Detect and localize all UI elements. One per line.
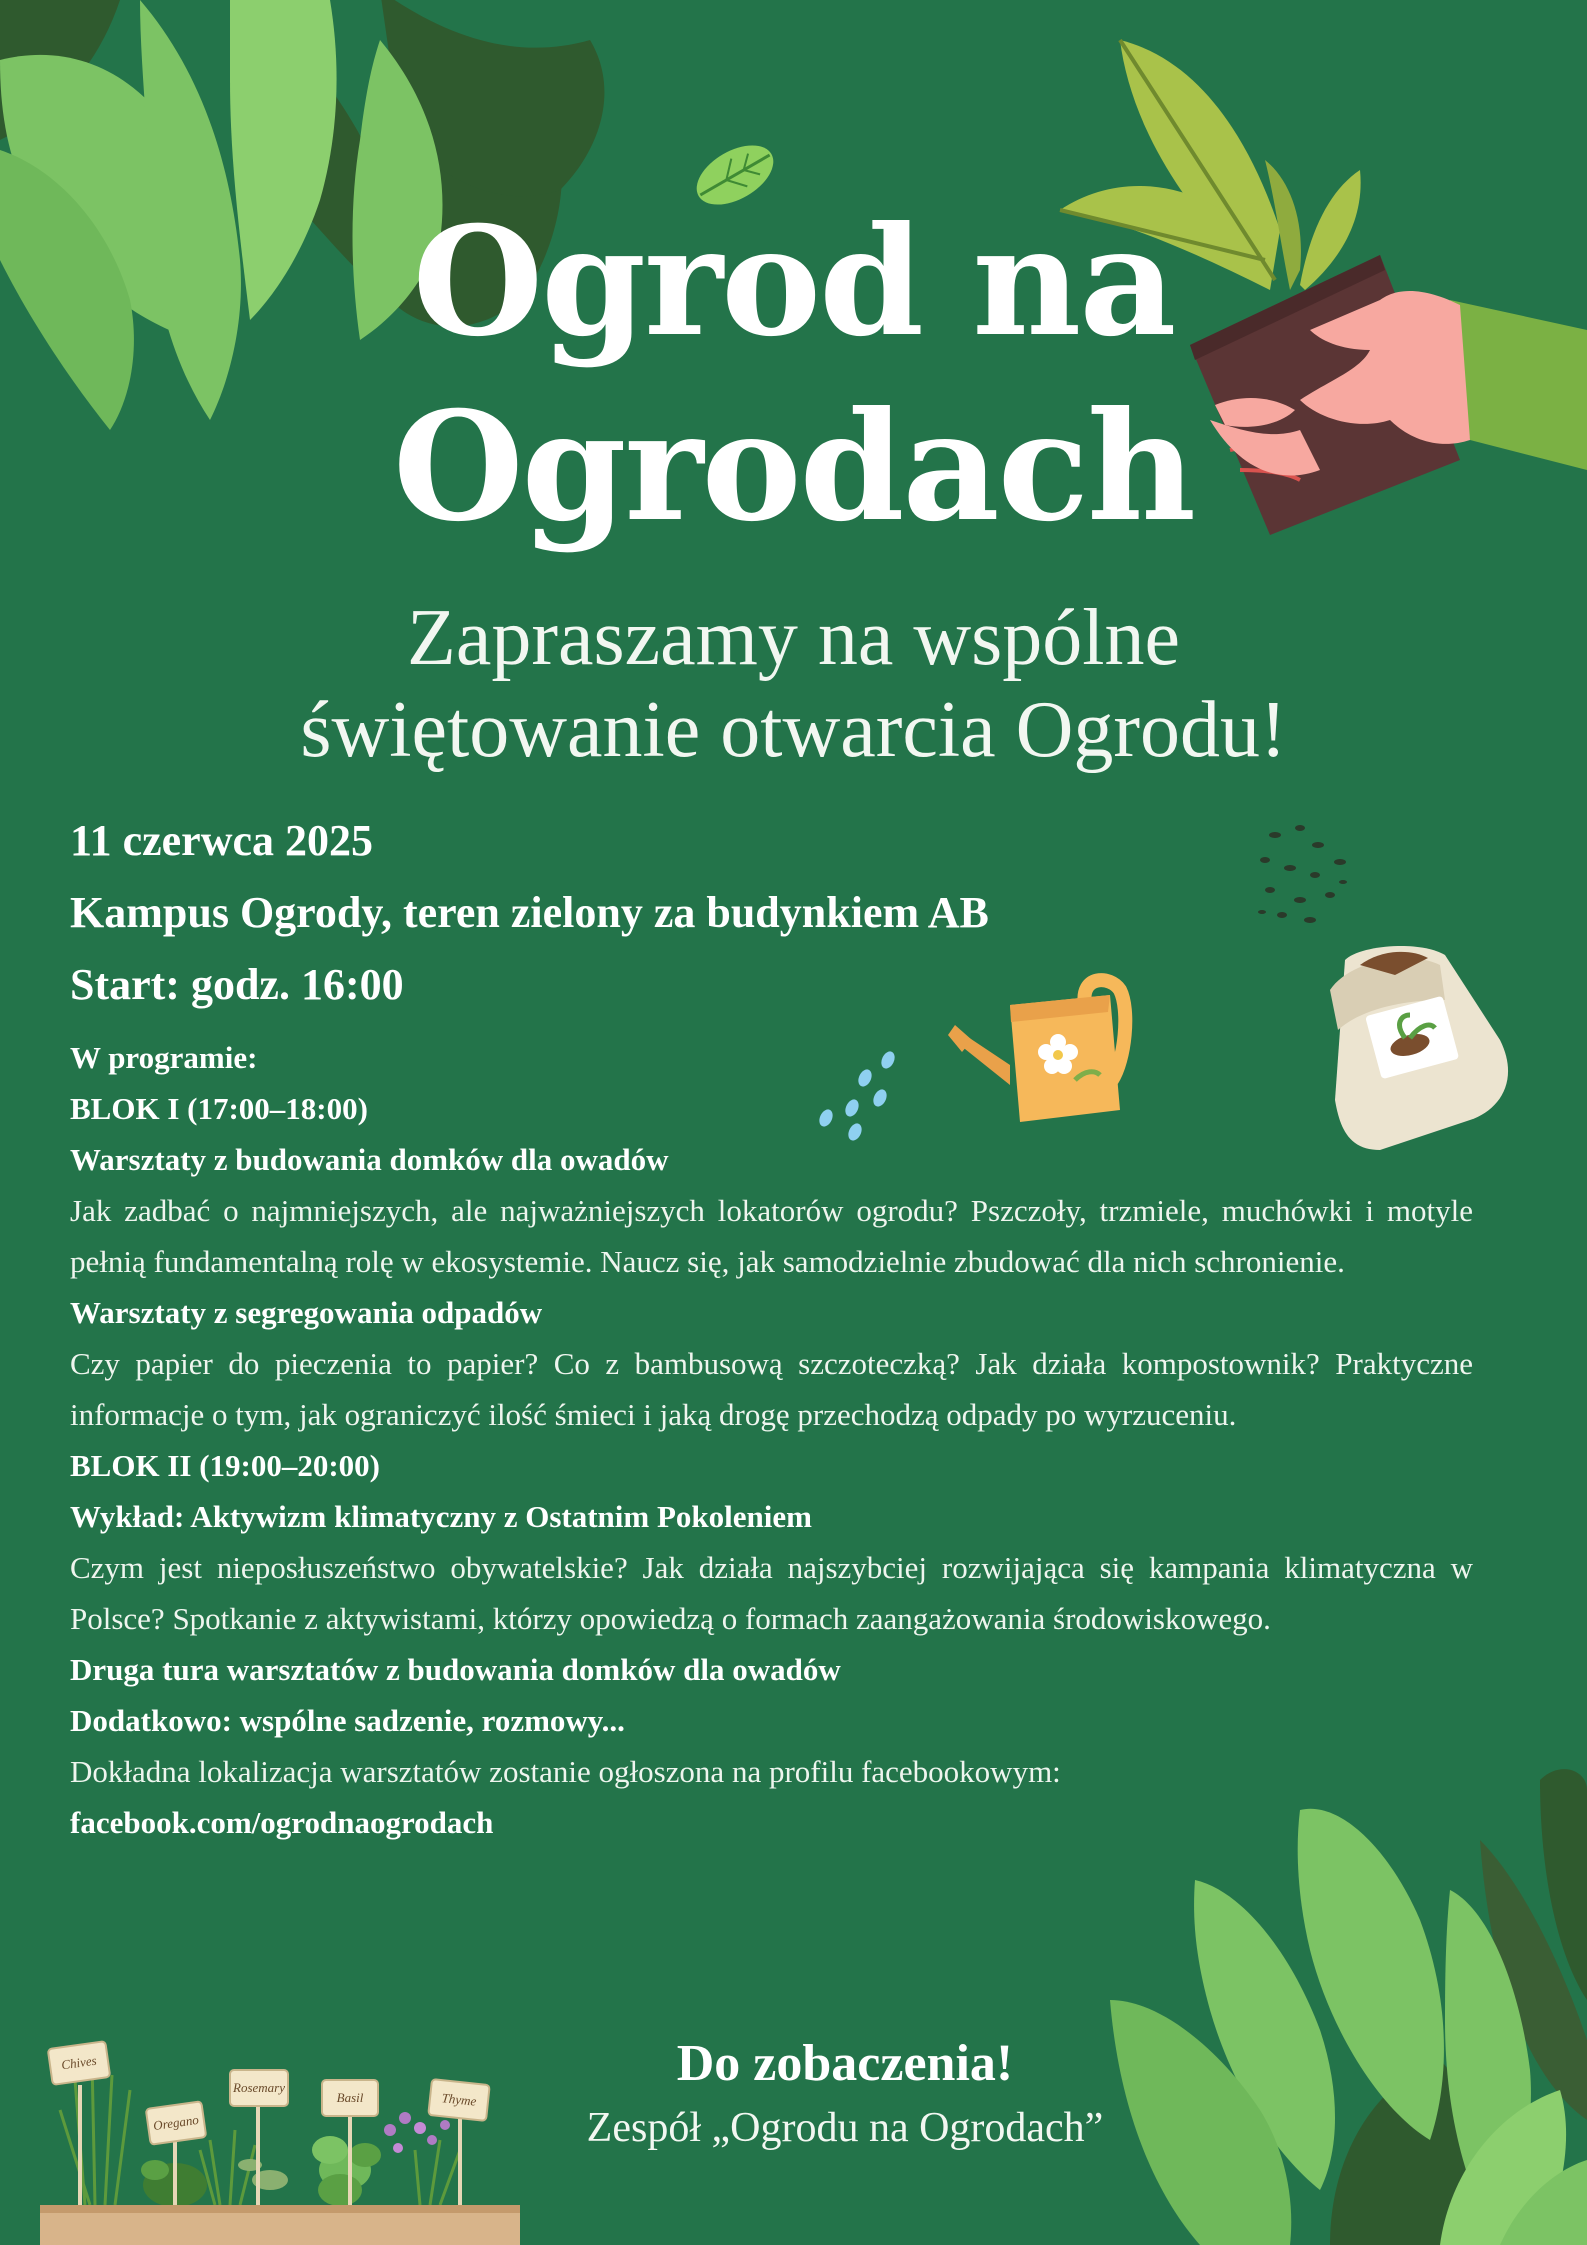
closing-team-signature: Zespół „Ogrodu na Ogrodach” xyxy=(586,2105,1104,2151)
lecture-title: Wykład: Aktywizm klimatyczny z Ostatnim Pokoleniem xyxy=(70,1499,812,1534)
extra-activities: Dodatkowo: wspólne sadzenie, rozmowy... xyxy=(70,1703,625,1738)
herb-label-rosemary: Rosemary xyxy=(233,2080,285,2095)
workshop-1-title: Warsztaty z budowania domków dla owadów xyxy=(70,1142,669,1177)
closing-greeting: Do zobaczenia! xyxy=(676,2035,1014,2092)
event-date: 11 czerwca 2025 xyxy=(70,816,373,865)
herb-label-chives: Chives xyxy=(60,2052,98,2073)
subtitle-line-2: świętowanie otwarcia Ogrodu! xyxy=(300,686,1287,774)
lecture-description: Czym jest nieposłuszeństwo obywatelskie? Jak działa najszybciej rozwijająca się kampania klimatyczna w Polsce? Spotkanie z aktywistami, którzy opowiedzą o formach zaangażowania środowiskowego. xyxy=(70,1550,1473,1636)
herb-label-basil: Basil xyxy=(336,2090,364,2105)
block-1-heading: BLOK I (17:00–18:00) xyxy=(70,1091,368,1126)
event-place: Kampus Ogrody, teren zielony za budynkiem AB xyxy=(70,888,989,937)
event-info xyxy=(70,805,1250,1021)
herb-label-thyme: Thyme xyxy=(441,2090,478,2109)
workshop-1-description: Jak zadbać o najmniejszych, ale najważniejszych lokatorów ogrodu? Pszczoły, trzmiele, muchówki i motyle pełnią fundamentalną rolę w ekosystemie. Naucz się, jak samodzielnie zbudować dla nich schronienie. xyxy=(70,1193,1473,1279)
subtitle-line-1: Zapraszamy na wspólne xyxy=(406,594,1181,682)
program-section xyxy=(70,1032,1473,1848)
title-line-2: Ogrodach xyxy=(392,379,1195,555)
program-heading: W programie: xyxy=(70,1040,258,1075)
location-note: Dokładna lokalizacja warsztatów zostanie ogłoszona na profilu facebookowym: xyxy=(70,1754,1061,1789)
second-round-workshop: Druga tura warsztatów z budowania domków dla owadów xyxy=(70,1652,841,1687)
block-2-heading: BLOK II (19:00–20:00) xyxy=(70,1448,380,1483)
facebook-link[interactable]: facebook.com/ogrodnaogrodach xyxy=(70,1805,494,1840)
poster-subtitle xyxy=(0,592,1587,776)
workshop-2-description: Czy papier do pieczenia to papier? Co z bambusową szczoteczką? Jak działa kompostownik? Praktyczne informacje o tym, jak ograniczyć ilość śmieci i jaką drogę przechodzą odpady po wyrzuceniu. xyxy=(70,1346,1473,1432)
herb-label-oregano: Oregano xyxy=(152,2111,200,2134)
event-start: Start: godz. 16:00 xyxy=(70,960,404,1009)
title-line-1: Ogrod na xyxy=(412,194,1175,370)
poster-title xyxy=(0,190,1587,560)
herb-label-texts xyxy=(60,2053,477,2134)
planter-box xyxy=(40,2205,520,2245)
workshop-2-title: Warsztaty z segregowania odpadów xyxy=(70,1295,543,1330)
